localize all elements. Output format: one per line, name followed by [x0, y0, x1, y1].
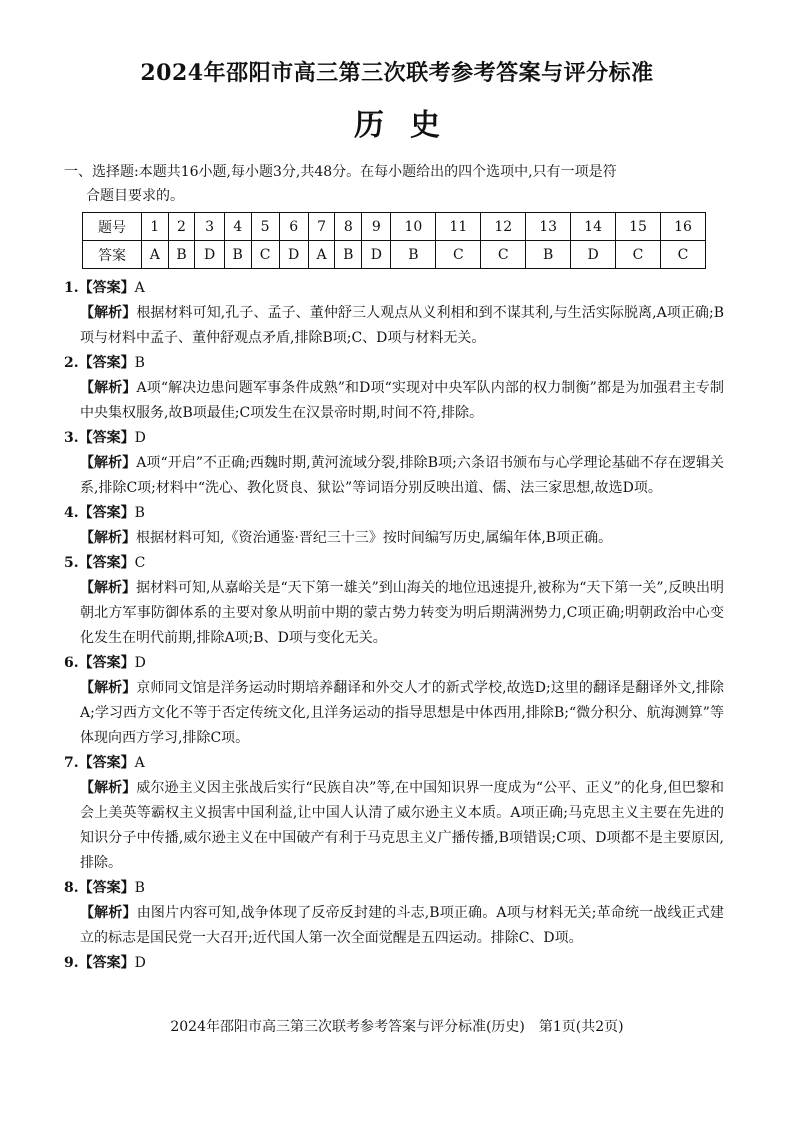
answer-letter: A [134, 280, 145, 296]
question-item-7 [64, 751, 724, 876]
answer-cell: D [195, 241, 224, 269]
page-title: 2024年邵阳市高三第三次联考参考答案与评分标准 [140, 60, 654, 86]
question-number: 4 [224, 213, 251, 241]
answer-cell: B [335, 241, 362, 269]
item-number: 6. [64, 655, 79, 671]
question-item-4 [64, 501, 724, 551]
explanation-text: A项“解决边患问题军事条件成熟”和D项“实现对中央军队内部的权力制衡”都是为加强君主专制中央集权服务,故B项最佳;C项发生在汉景帝时期,时间不符,排除。 [80, 380, 724, 421]
answer-cell: A [142, 241, 169, 269]
explanation-text: 由图片内容可知,战争体现了反帝反封建的斗志,B项正确。A项与材料无关;革命统一战线正式建立的标志是国民党一大召开;近代国人第一次全面觉醒是五四运动。排除C、D项。 [80, 905, 725, 946]
explanation [64, 301, 724, 351]
item-number: 3. [64, 430, 79, 446]
answer-table-answer-row [83, 241, 706, 269]
explanation-text: A项“开启”不正确;西魏时期,黄河流域分裂,排除B项;六条诏书颁布与心学理论基础不存在逻辑关系,排除C项;材料中“洗心、教化贤良、狱讼”等词语分别反映出道、儒、法三家思想,故选D项。 [80, 455, 725, 496]
answer-letter: D [134, 655, 146, 671]
answer-tag: 【答案】 [78, 430, 135, 446]
answer-letter: B [134, 355, 145, 371]
explanation [64, 576, 724, 651]
answer-cell: C [436, 241, 481, 269]
question-number: 13 [526, 213, 571, 241]
answer-letter: D [134, 430, 146, 446]
item-number: 5. [64, 555, 79, 571]
subject-heading: 历史 [354, 108, 466, 143]
answer-cell: A [308, 241, 335, 269]
answer-line [64, 276, 724, 301]
explanation-text: 根据材料可知,孔子、孟子、董仲舒三人观点从义利相和到不谋其利,与生活实际脱离,A项正确;B项与材料中孟子、董仲舒观点矛盾,排除B项;C、D项与材料无关。 [80, 305, 725, 346]
section-heading-line1: 一、选择题:本题共16小题,每小题3分,共48分。在每小题给出的四个选项中,只有一项是符 [64, 164, 617, 180]
answer-cell: B [224, 241, 251, 269]
answer-tag: 【答案】 [78, 880, 135, 896]
explain-tag: 【解析】 [80, 530, 136, 546]
answer-line [64, 501, 724, 526]
answer-cell: C [481, 241, 526, 269]
answer-tag: 【答案】 [78, 755, 135, 771]
explain-tag: 【解析】 [80, 455, 137, 471]
page-footer: 2024年邵阳市高三第三次联考参考答案与评分标准(历史) 第1页(共2页) [170, 1019, 624, 1035]
explain-tag: 【解析】 [80, 380, 137, 396]
answer-letter: B [134, 880, 145, 896]
explanation [64, 676, 724, 751]
item-number: 7. [64, 755, 79, 771]
explanation [64, 901, 724, 951]
answer-line [64, 751, 724, 776]
explanation-text: 据材料可知,从嘉峪关是“天下第一雄关”到山海关的地位迅速提升,被称为“天下第一关”,反映出明朝北方军事防御体系的主要对象从明前中期的蒙古势力转变为明后期满洲势力,C项正确;明朝政治中心变化发生在明代前期,排除A项;B、D项与变化无关。 [80, 580, 725, 646]
explanation [64, 526, 724, 551]
answer-line [64, 426, 724, 451]
answer-cell: C [616, 241, 661, 269]
answer-tag: 【答案】 [78, 355, 135, 371]
number-row-label: 题号 [83, 213, 142, 241]
question-number: 6 [279, 213, 308, 241]
explanation-text: 根据材料可知,《资治通鉴·晋纪三十三》按时间编写历史,属编年体,B项正确。 [136, 530, 613, 546]
answer-cell: D [571, 241, 616, 269]
question-number: 10 [391, 213, 436, 241]
answer-letter: B [134, 505, 145, 521]
answer-cell: C [660, 241, 705, 269]
question-number: 2 [168, 213, 195, 241]
item-number: 2. [64, 355, 79, 371]
question-item-8 [64, 876, 724, 951]
answer-cell: D [362, 241, 391, 269]
answer-tag: 【答案】 [78, 655, 135, 671]
question-number: 3 [195, 213, 224, 241]
question-item-3 [64, 426, 724, 501]
answer-row-label: 答案 [83, 241, 142, 269]
explain-tag: 【解析】 [80, 580, 137, 596]
question-item-6 [64, 651, 724, 751]
item-number: 8. [64, 880, 79, 896]
question-item-9 [64, 951, 724, 976]
answer-letter: D [134, 955, 146, 971]
question-number: 9 [362, 213, 391, 241]
question-number: 5 [251, 213, 279, 241]
answer-line [64, 876, 724, 901]
answer-line [64, 651, 724, 676]
question-number: 14 [571, 213, 616, 241]
item-number: 9. [64, 955, 79, 971]
explain-tag: 【解析】 [80, 680, 137, 696]
explanation [64, 451, 724, 501]
answer-line [64, 351, 724, 376]
question-number: 7 [308, 213, 335, 241]
answer-cell: B [168, 241, 195, 269]
question-number: 11 [436, 213, 481, 241]
question-item-5 [64, 551, 724, 651]
answer-tag: 【答案】 [78, 505, 135, 521]
question-number: 1 [142, 213, 169, 241]
answer-cell: B [526, 241, 571, 269]
answer-letter: A [134, 755, 145, 771]
answer-letter: C [134, 555, 146, 571]
question-item-1 [64, 276, 724, 351]
answer-explanations [64, 276, 724, 976]
answer-tag: 【答案】 [78, 555, 135, 571]
question-number: 15 [616, 213, 661, 241]
explain-tag: 【解析】 [80, 905, 137, 921]
item-number: 1. [64, 280, 79, 296]
explain-tag: 【解析】 [80, 305, 137, 321]
section-heading [64, 160, 734, 208]
question-item-2 [64, 351, 724, 426]
question-number: 8 [335, 213, 362, 241]
question-number: 16 [660, 213, 705, 241]
explanation-text: 威尔逊主义因主张战后实行“民族自决”等,在中国知识界一度成为“公平、正义”的化身,但巴黎和会上美英等霸权主义损害中国利益,让中国人认清了威尔逊主义本质。A项正确;马克思主义主要在先进的知识分子中传播,威尔逊主义在中国破产有利于马克思主义广播传播,B项错误;C项、D项都不是主要原因,排除。 [80, 780, 724, 871]
explanation-text: 京师同文馆是洋务运动时期培养翻译和外交人才的新式学校,故选D;这里的翻译是翻译外文,排除A;学习西方文化不等于否定传统文化,且洋务运动的指导思想是中体西用,排除B;“微分积分、航海测算”等体现向西方学习,排除C项。 [80, 680, 725, 746]
answer-cell: D [279, 241, 308, 269]
answer-tag: 【答案】 [78, 955, 135, 971]
answer-line [64, 551, 724, 576]
answer-table [82, 212, 706, 269]
section-heading-line2: 合题目要求的。 [86, 188, 184, 204]
answer-table-number-row [83, 213, 706, 241]
explanation [64, 376, 724, 426]
explanation [64, 776, 724, 876]
answer-tag: 【答案】 [78, 280, 135, 296]
answer-line [64, 951, 724, 976]
question-number: 12 [481, 213, 526, 241]
item-number: 4. [64, 505, 79, 521]
answer-cell: B [391, 241, 436, 269]
explain-tag: 【解析】 [80, 780, 137, 796]
answer-cell: C [251, 241, 279, 269]
